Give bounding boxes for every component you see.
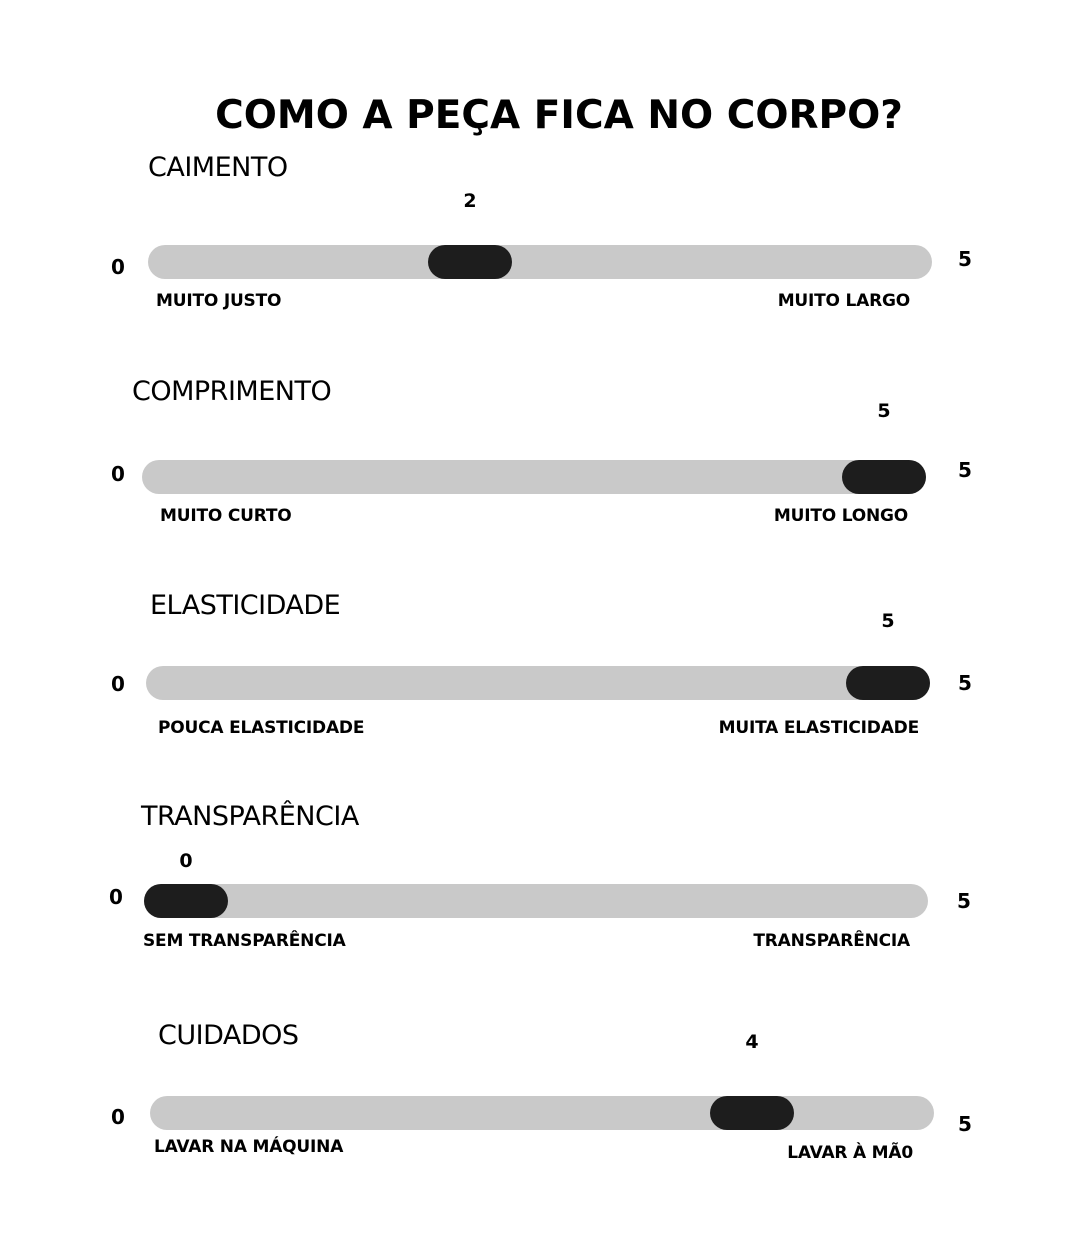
scale-thumb[interactable]	[144, 884, 228, 918]
scale-title: TRANSPARÊNCIA	[141, 801, 359, 832]
scale-right-caption: MUITO LONGO	[773, 506, 908, 526]
scale-thumb[interactable]	[846, 666, 930, 700]
scale-right-caption: TRANSPARÊNCIA	[753, 931, 910, 951]
scale-value-label: 4	[745, 1031, 759, 1053]
scale-min-label: 0	[109, 885, 123, 909]
scale-min-label: 0	[111, 672, 125, 696]
scale-track[interactable]	[148, 245, 932, 279]
scale-track[interactable]	[144, 884, 928, 918]
scale-value-label: 5	[881, 610, 895, 632]
scale-left-caption: MUITO CURTO	[160, 506, 292, 526]
scale-left-caption: LAVAR NA MÁQUINA	[154, 1137, 344, 1157]
scale-left-caption: POUCA ELASTICIDADE	[158, 718, 365, 738]
scale-right-caption: MUITA ELASTICIDADE	[718, 718, 919, 738]
scale-track[interactable]	[150, 1096, 934, 1130]
scale-right-caption: LAVAR À MÃ0	[787, 1143, 913, 1163]
scale-title: ELASTICIDADE	[150, 590, 341, 621]
scale-title: CUIDADOS	[158, 1020, 299, 1051]
page-title: COMO A PEÇA FICA NO CORPO?	[215, 93, 903, 138]
scale-value-label: 5	[877, 400, 891, 422]
scale-right-caption: MUITO LARGO	[777, 291, 910, 311]
scale-value-label: 2	[463, 190, 477, 212]
scale-left-caption: MUITO JUSTO	[156, 291, 282, 311]
scale-max-label: 5	[958, 247, 972, 271]
scale-thumb[interactable]	[710, 1096, 794, 1130]
scale-max-label: 5	[957, 889, 971, 913]
scale-min-label: 0	[111, 1105, 125, 1129]
scale-title: CAIMENTO	[148, 152, 288, 183]
scale-thumb[interactable]	[428, 245, 512, 279]
scale-max-label: 5	[958, 458, 972, 482]
scale-value-label: 0	[179, 850, 193, 872]
scale-title: COMPRIMENTO	[132, 376, 332, 407]
scale-track[interactable]	[146, 666, 930, 700]
scale-min-label: 0	[111, 462, 125, 486]
scale-min-label: 0	[111, 255, 125, 279]
scale-track[interactable]	[142, 460, 926, 494]
scale-left-caption: SEM TRANSPARÊNCIA	[143, 931, 346, 951]
scale-max-label: 5	[958, 671, 972, 695]
scale-max-label: 5	[958, 1112, 972, 1136]
scale-thumb[interactable]	[842, 460, 926, 494]
